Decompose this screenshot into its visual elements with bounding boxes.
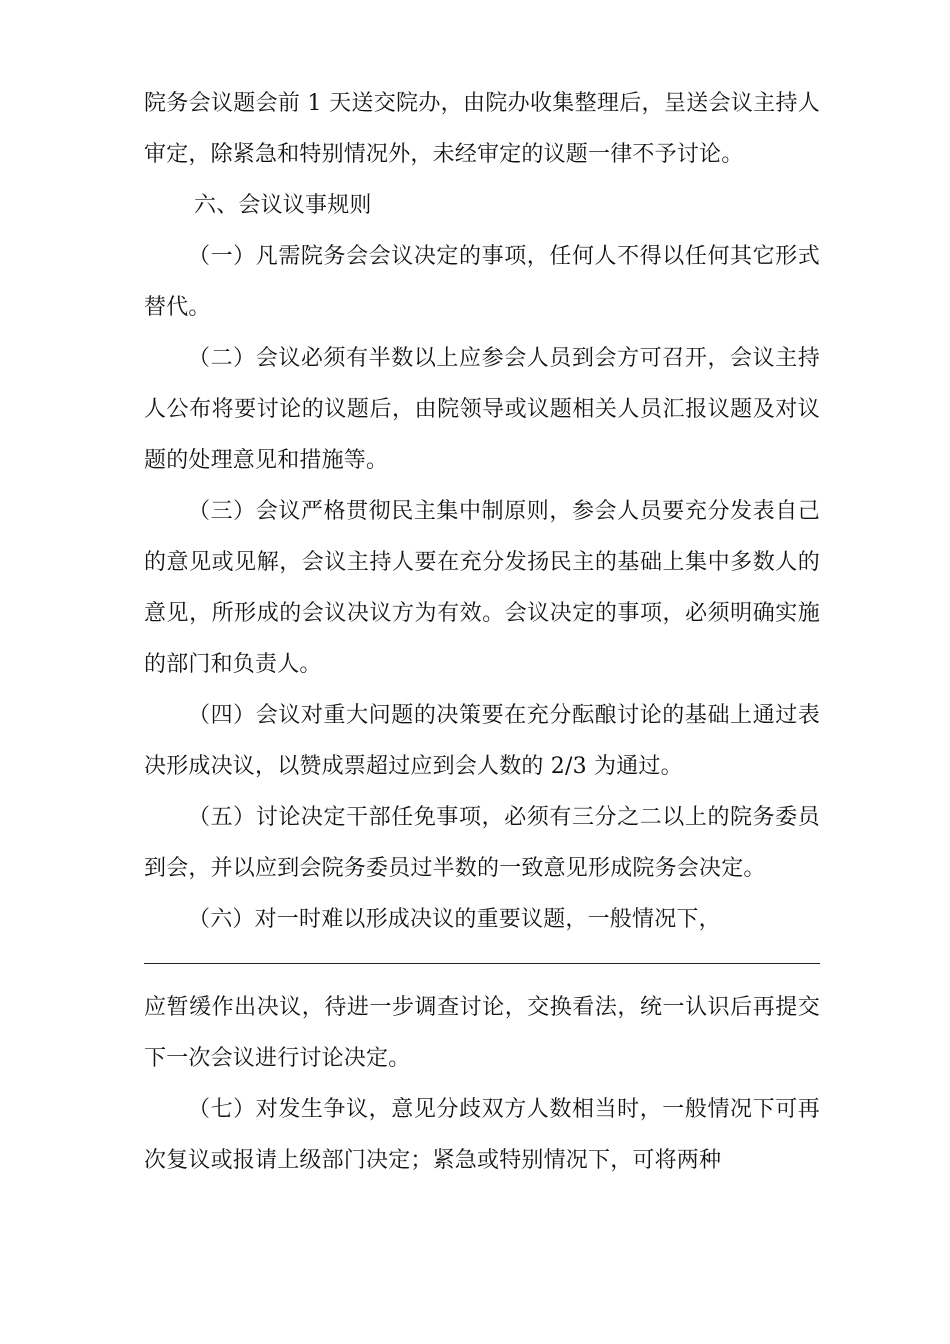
paragraph-rule-3: （三）会议严格贯彻民主集中制原则，参会人员要充分发表自己的意见或见解，会议主持人要在充分发扬民主的基础上集中多数人的意见，所形成的会议决议方为有效。会议决定的事项，必须明确实施的部门和负责人。: [144, 499, 820, 677]
section-heading-meeting-rules: 六、会议议事规则: [194, 193, 372, 218]
document-page: [144, 78, 820, 1186]
paragraph-rule-6-start: （六）对一时难以形成决议的重要议题，一般情况下，: [188, 907, 721, 932]
paragraph-rule-6-continuation: 应暂缓作出决议，待进一步调查讨论，交换看法，统一认识后再提交下一次会议进行讨论决定。: [144, 995, 820, 1071]
paragraph-continuation: 院务会议题会前 1 天送交院办，由院办收集整理后，呈送会议主持人审定，除紧急和特别情况外，未经审定的议题一律不予讨论。: [144, 91, 820, 167]
horizontal-divider: [144, 963, 820, 964]
paragraph-rule-7: （七）对发生争议，意见分歧双方人数相当时，一般情况下可再次复议或报请上级部门决定；紧急或特别情况下，可将两种: [144, 1097, 820, 1173]
paragraph-rule-4: （四）会议对重大问题的决策要在充分酝酿讨论的基础上通过表决形成决议，以赞成票超过应到会人数的 2/3 为通过。: [144, 703, 820, 779]
paragraph-rule-1: （一）凡需院务会会议决定的事项，任何人不得以任何其它形式替代。: [144, 244, 820, 320]
paragraph-rule-5: （五）讨论决定干部任免事项，必须有三分之二以上的院务委员到会，并以应到会院务委员过半数的一致意见形成院务会决定。: [144, 805, 820, 881]
paragraph-rule-2: （二）会议必须有半数以上应参会人员到会方可召开，会议主持人公布将要讨论的议题后，由院领导或议题相关人员汇报议题及对议题的处理意见和措施等。: [144, 346, 820, 473]
